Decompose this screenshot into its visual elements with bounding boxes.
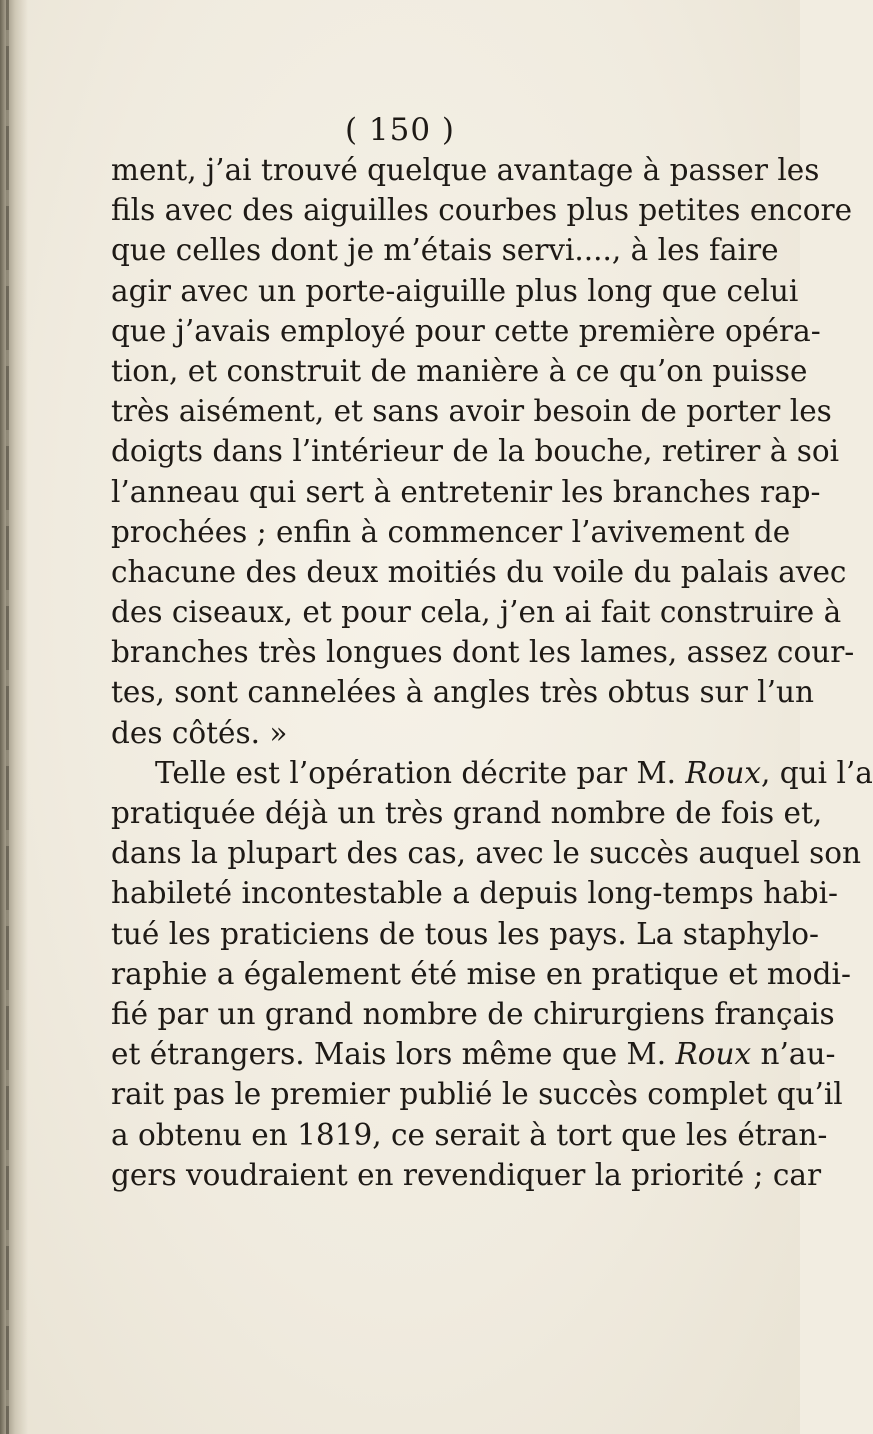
- text-line: rait pas le premier publié le succès complet qu’il: [111, 1077, 843, 1112]
- text-line: tion, et construit de manière à ce qu’on puisse: [111, 353, 808, 388]
- text-line: gers voudraient en revendiquer la priorité ; car: [111, 1157, 822, 1192]
- author-name: Roux: [685, 755, 762, 790]
- text-line: chacune des deux moitiés du voile du palais avec: [111, 554, 847, 589]
- text-line: que j’avais employé pour cette première opéra-: [111, 313, 821, 348]
- text-line: agir avec un porte-aiguille plus long que celui: [111, 273, 799, 308]
- text-line: des ciseaux, et pour cela, j’en ai fait construire à: [111, 595, 842, 630]
- body-text: [111, 150, 873, 1195]
- binding-edge: [0, 0, 28, 1434]
- text-line: dans la plupart des cas, avec le succès auquel son: [111, 836, 862, 871]
- text-line: raphie a également été mise en pratique et modi-: [111, 956, 851, 991]
- text-segment: n’au-: [751, 1037, 836, 1072]
- text-line: tes, sont cannelées à angles très obtus sur l’un: [111, 675, 814, 710]
- text-segment: Telle est l’opération décrite par M.: [155, 755, 686, 790]
- text-line: l’anneau qui sert à entretenir les branches rap-: [111, 474, 821, 509]
- text-line: a obtenu en 1819, ce serait à tort que les étran-: [111, 1117, 828, 1152]
- text-line: tué les praticiens de tous les pays. La staphylo-: [111, 916, 820, 951]
- text-line: [111, 753, 873, 793]
- text-segment: et étrangers. Mais lors même que M.: [111, 1037, 676, 1072]
- text-line: fils avec des aiguilles courbes plus petites encore: [111, 193, 853, 228]
- text-line: pratiquée déjà un très grand nombre de fois et,: [111, 796, 823, 830]
- author-name: Roux: [675, 1037, 752, 1072]
- text-line: que celles dont je m’étais servi...., à les faire: [111, 233, 779, 268]
- text-line: des côtés. »: [111, 715, 288, 750]
- text-line: très aisément, et sans avoir besoin de porter les: [111, 394, 832, 429]
- text-line: prochées ; enfin à commencer l’avivement de: [111, 514, 791, 549]
- text-line: fié par un grand nombre de chirurgiens français: [111, 996, 835, 1031]
- page-number: ( 150 ): [344, 112, 456, 148]
- text-line: ment, j’ai trouvé quelque avantage à passer les: [111, 153, 820, 187]
- text-line: branches très longues dont les lames, assez cour-: [111, 635, 855, 670]
- text-segment: , qui l’a: [761, 755, 873, 790]
- text-line: [111, 1034, 836, 1074]
- text-line: doigts dans l’intérieur de la bouche, retirer à soi: [111, 434, 840, 469]
- text-line: habileté incontestable a depuis long-temps habi-: [111, 876, 838, 911]
